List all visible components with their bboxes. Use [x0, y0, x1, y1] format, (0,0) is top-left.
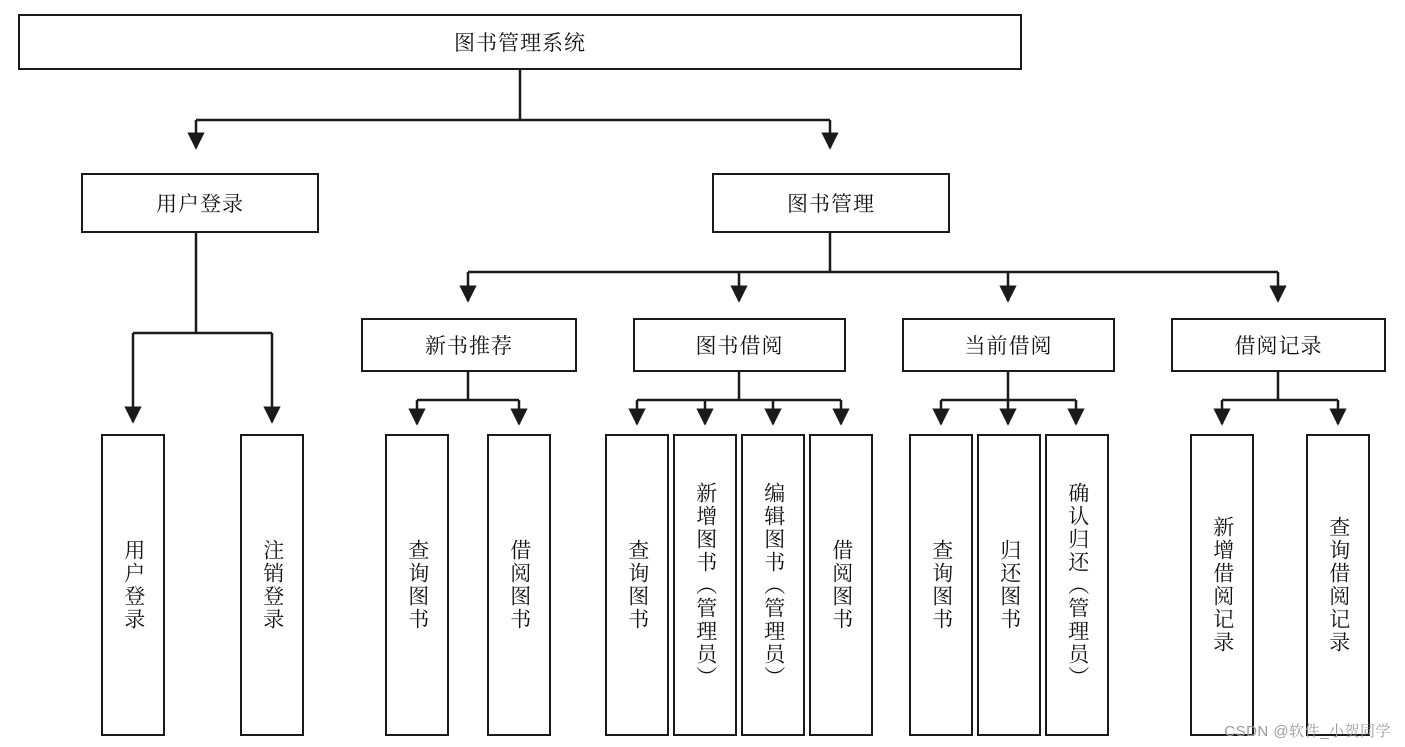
node-new-book-recommend-label: 新书推荐 — [425, 335, 513, 358]
leaf-add-borrow-record-label: 新增借阅记录 — [1210, 516, 1234, 654]
leaf-query-book-current-label: 查询图书 — [929, 539, 953, 631]
node-new-book-recommend[interactable] — [361, 318, 577, 372]
node-user-login-label: 用户登录 — [156, 193, 244, 216]
leaf-query-book-borrow[interactable] — [605, 434, 669, 736]
leaf-logout-label: 注销登录 — [260, 539, 284, 631]
leaf-edit-book-label: 编辑图书（管理员） — [761, 481, 785, 689]
leaf-add-borrow-record[interactable] — [1190, 434, 1254, 736]
node-root-label: 图书管理系统 — [454, 32, 586, 55]
node-user-login[interactable] — [81, 173, 319, 233]
leaf-query-book-recommend-label: 查询图书 — [405, 539, 429, 631]
leaf-add-book-label: 新增图书（管理员） — [693, 481, 717, 689]
leaf-query-book-current[interactable] — [909, 434, 973, 736]
node-book-management-label: 图书管理 — [787, 193, 875, 216]
leaf-logout[interactable] — [240, 434, 304, 736]
leaf-return-book-label: 归还图书 — [997, 539, 1021, 631]
node-book-borrow[interactable] — [633, 318, 846, 372]
node-current-borrow[interactable] — [902, 318, 1115, 372]
leaf-borrow-book-recommend-label: 借阅图书 — [507, 539, 531, 631]
leaf-query-book-borrow-label: 查询图书 — [625, 539, 649, 631]
node-current-borrow-label: 当前借阅 — [964, 335, 1053, 358]
leaf-borrow-book-recommend[interactable] — [487, 434, 551, 736]
node-book-management[interactable] — [712, 173, 950, 233]
leaf-query-borrow-record-label: 查询借阅记录 — [1326, 516, 1350, 654]
watermark: CSDN @软件_小贺同学 — [1224, 723, 1391, 740]
node-root[interactable] — [18, 14, 1022, 70]
leaf-confirm-return[interactable] — [1045, 434, 1109, 736]
node-book-borrow-label: 图书借阅 — [695, 335, 784, 358]
leaf-borrow-book[interactable] — [809, 434, 873, 736]
leaf-user-login[interactable] — [101, 434, 165, 736]
leaf-add-book[interactable] — [673, 434, 737, 736]
leaf-confirm-return-label: 确认归还（管理员） — [1065, 481, 1089, 689]
leaf-query-book-recommend[interactable] — [385, 434, 449, 736]
node-borrow-record-label: 借阅记录 — [1234, 335, 1323, 358]
leaf-edit-book[interactable] — [741, 434, 805, 736]
node-borrow-record[interactable] — [1171, 318, 1386, 372]
leaf-user-login-label: 用户登录 — [121, 539, 145, 631]
leaf-borrow-book-label: 借阅图书 — [829, 539, 853, 631]
leaf-return-book[interactable] — [977, 434, 1041, 736]
leaf-query-borrow-record[interactable] — [1306, 434, 1370, 736]
